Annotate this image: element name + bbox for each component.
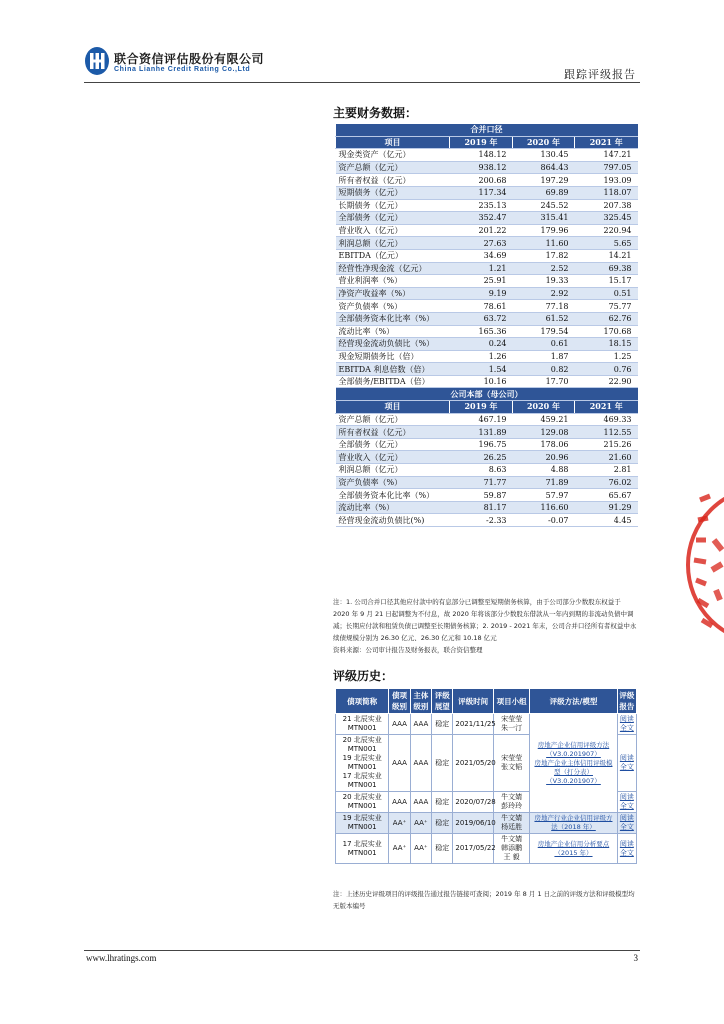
row-value-v2020: 19.33 [513,275,575,288]
project-team: 牛文婧 杨廷胜 [493,813,529,834]
rating-history-table [335,688,637,864]
row-value-v2019: 148.12 [450,149,513,162]
row-value-v2019: 63.72 [450,312,513,325]
row-value-v2021: 91.29 [575,501,638,514]
debt-level: AAA [389,735,410,792]
row-value-v2019: 938.12 [450,161,513,174]
row-value-v2020: 0.82 [513,363,575,376]
row-value-v2021: 215.26 [575,438,638,451]
table-row [336,476,638,489]
row-value-v2019: 1.26 [450,350,513,363]
row-value-v2021: 2.81 [575,464,638,477]
row-label: 流动比率（%） [336,501,450,514]
report-type: 跟踪评级报告 [564,68,636,81]
row-value-v2021: 76.02 [575,476,638,489]
row-value-v2021: 4.45 [575,514,638,527]
row-value-v2021: 5.65 [575,237,638,250]
row-value-v2020: 57.97 [513,489,575,502]
row-value-v2021: 325.45 [575,212,638,225]
col-header-time: 评级时间 [453,689,494,714]
debt-level: AA⁺ [389,834,410,864]
outlook: 稳定 [432,813,453,834]
row-value-v2021: 207.38 [575,199,638,212]
table-row [336,438,638,451]
footer-divider [84,950,640,951]
row-value-v2021: 469.33 [575,413,638,426]
consolidated-group-label: 合并口径 [336,124,638,136]
consolidated-col-header: 2019 年 [450,136,513,149]
row-value-v2020: 20.96 [513,451,575,464]
parent-header-row [336,401,638,414]
row-value-v2019: 34.69 [450,249,513,262]
row-value-v2020: 459.21 [513,413,575,426]
rating-header-row [336,689,637,714]
financial-section-title: 主要财务数据： [333,106,418,120]
rating-time: 2021/05/20 [453,735,494,792]
table-row [336,413,638,426]
row-label: 流动比率（%） [336,325,450,338]
row-value-v2021: 118.07 [575,186,638,199]
row-value-v2020: 179.96 [513,224,575,237]
company-logo-icon [84,46,110,76]
row-value-v2020: 116.60 [513,501,575,514]
row-value-v2021: 62.76 [575,312,638,325]
row-label: 所有者权益（亿元） [336,426,450,439]
rating-section-title: 评级历史： [333,669,394,683]
report-link[interactable]: 阅读 全文 [617,792,636,813]
row-label: 现金短期债务比（倍） [336,350,450,363]
rating-row [336,813,637,834]
row-value-v2020: 245.52 [513,199,575,212]
row-value-v2019: 10.16 [450,375,513,388]
issuer-level: AAA [410,714,431,735]
row-value-v2019: 78.61 [450,300,513,313]
row-value-v2020: 315.41 [513,212,575,225]
row-label: 净资产收益率（%） [336,287,450,300]
row-label: 营业收入（亿元） [336,451,450,464]
rating-row [336,714,637,735]
table-row [336,300,638,313]
row-value-v2021: 0.51 [575,287,638,300]
consolidated-header-row [336,136,638,149]
row-label: 短期债务（亿元） [336,186,450,199]
row-value-v2020: 179.54 [513,325,575,338]
row-label: 全部债务/EBITDA（倍） [336,375,450,388]
row-value-v2019: 0.24 [450,338,513,351]
report-link[interactable]: 阅读 全文 [617,714,636,735]
outlook: 稳定 [432,834,453,864]
row-label: 全部债务（亿元） [336,438,450,451]
row-label: 资产总额（亿元） [336,161,450,174]
bond-name: 17 北辰实业 MTN001 [336,834,389,864]
debt-level: AAA [389,792,410,813]
row-value-v2021: 69.38 [575,262,638,275]
table-row [336,212,638,225]
consolidated-col-header: 项目 [336,136,450,149]
row-value-v2021: 15.17 [575,275,638,288]
table-row [336,426,638,439]
row-value-v2020: 2.52 [513,262,575,275]
table-row [336,237,638,250]
row-value-v2019: 27.63 [450,237,513,250]
table-row [336,174,638,187]
col-header-debt-level: 债项级别 [389,689,410,714]
row-value-v2019: 71.77 [450,476,513,489]
financial-table [335,124,638,527]
method-link[interactable]: 房地产企业信用评级方法（V3.0.201907） 房地产企业主体信用评级模型（打分表）（V3.0.201907） [530,714,618,813]
consolidated-col-header: 2021 年 [575,136,638,149]
row-value-v2020: -0.07 [513,514,575,527]
parent-group-row [336,388,638,401]
project-team: 宋莹莹 朱一汀 [493,714,529,735]
parent-col-header: 2019 年 [450,401,513,414]
project-team: 牛文婧 彭玲玲 [493,792,529,813]
row-value-v2021: 1.25 [575,350,638,363]
bond-name: 20 北辰实业 MTN001 [336,792,389,813]
table-row [336,149,638,162]
row-value-v2021: 170.68 [575,325,638,338]
table-row [336,514,638,527]
row-value-v2019: 26.25 [450,451,513,464]
table-row [336,325,638,338]
row-value-v2020: 77.18 [513,300,575,313]
row-value-v2021: 18.15 [575,338,638,351]
row-value-v2019: 352.47 [450,212,513,225]
table-row [336,262,638,275]
table-row [336,451,638,464]
row-value-v2020: 197.29 [513,174,575,187]
row-label: 长期债务（亿元） [336,199,450,212]
bond-name: 20 北辰实业 MTN001 19 北辰实业 MTN001 17 北辰实业 MTN001 [336,735,389,792]
row-value-v2021: 65.67 [575,489,638,502]
row-value-v2021: 220.94 [575,224,638,237]
row-value-v2019: 235.13 [450,199,513,212]
company-name-cn: 联合资信评估股份有限公司 [114,52,265,66]
row-value-v2019: 1.21 [450,262,513,275]
bond-name: 21 北辰实业 MTN001 [336,714,389,735]
outlook: 稳定 [432,792,453,813]
row-label: 营业利润率（%） [336,275,450,288]
row-label: 营业收入（亿元） [336,224,450,237]
issuer-level: AAA [410,735,431,792]
row-value-v2020: 4.88 [513,464,575,477]
method-link[interactable]: 房地产企业信用分析要点（2015 年） [530,834,618,864]
table-row [336,501,638,514]
row-value-v2020: 17.70 [513,375,575,388]
table-row [336,249,638,262]
method-link[interactable]: 房地产行业企业信用评级方法（2018 年） [530,813,618,834]
issuer-level: AA⁺ [410,813,431,834]
parent-col-header: 2020 年 [513,401,575,414]
row-value-v2019: 117.34 [450,186,513,199]
row-value-v2021: 22.90 [575,375,638,388]
rating-time: 2020/07/28 [453,792,494,813]
outlook: 稳定 [432,714,453,735]
table-row [336,199,638,212]
row-value-v2021: 147.21 [575,149,638,162]
table-row [336,464,638,477]
row-value-v2020: 0.61 [513,338,575,351]
row-value-v2019: 59.87 [450,489,513,502]
report-link[interactable]: 阅读 全文 [617,813,636,834]
row-value-v2021: 14.21 [575,249,638,262]
col-header-name: 债项简称 [336,689,389,714]
row-value-v2019: 1.54 [450,363,513,376]
header-divider [84,82,640,83]
issuer-level: AAA [410,792,431,813]
table-row [336,287,638,300]
parent-group-label: 公司本部（母公司） [336,388,638,401]
outlook: 稳定 [432,735,453,792]
row-value-v2020: 69.89 [513,186,575,199]
footer-website-link[interactable]: www.lhratings.com [86,953,157,963]
col-header-issuer-level: 主体级别 [410,689,431,714]
table-row [336,275,638,288]
row-label: 资产总额（亿元） [336,413,450,426]
row-value-v2021: 797.05 [575,161,638,174]
row-value-v2019: 9.19 [450,287,513,300]
row-label: 全部债务资本化比率（%） [336,489,450,502]
row-label: EBITDA（亿元） [336,249,450,262]
company-seal-stamp [684,480,724,650]
rating-time: 2017/05/22 [453,834,494,864]
row-label: 全部债务（亿元） [336,212,450,225]
table-row [336,224,638,237]
row-value-v2019: 81.17 [450,501,513,514]
table-row [336,350,638,363]
row-value-v2021: 75.77 [575,300,638,313]
financial-note [333,596,639,656]
row-value-v2021: 0.76 [575,363,638,376]
row-value-v2020: 130.45 [513,149,575,162]
rating-time: 2021/11/25 [453,714,494,735]
row-label: 资产负债率（%） [336,476,450,489]
row-label: 利润总额（亿元） [336,237,450,250]
row-label: 经营性净现金流（亿元） [336,262,450,275]
project-team: 宋莹莹 张文韬 [493,735,529,792]
consolidated-group-row [336,124,638,136]
financial-note-text: 注：1. 公司合并口径其他应付款中的有息部分已调整至短期债务核算，由于公司部分少数股东权益于 2020 年 9 月 21 日起调整为不付息，故 2020 年将该部分少数股东借款从一年内到期的非流动负债中调减；长期应付款和租赁负债已调整至长期债务核算；2. 2019 - 2021 年末，公司合并口径所有者权益中永续债规模分别为 26.30 亿元、26.30 亿元和 10.18 亿元 资料来源：公司审计报告及财务报表，联合资信整理 [333,598,637,654]
col-header-method: 评级方法/模型 [530,689,618,714]
row-label: 利润总额（亿元） [336,464,450,477]
row-value-v2020: 17.82 [513,249,575,262]
row-value-v2020: 129.08 [513,426,575,439]
debt-level: AA⁺ [389,813,410,834]
row-label: EBITDA 利息倍数（倍） [336,363,450,376]
table-row [336,312,638,325]
table-row [336,186,638,199]
page-number: 3 [633,953,638,963]
row-label: 现金类资产（亿元） [336,149,450,162]
row-value-v2021: 112.55 [575,426,638,439]
row-value-v2020: 71.89 [513,476,575,489]
row-value-v2019: 8.63 [450,464,513,477]
debt-level: AAA [389,714,410,735]
report-link[interactable]: 阅读 全文 [617,735,636,792]
row-value-v2019: 201.22 [450,224,513,237]
company-name-en: China Lianhe Credit Rating Co.,Ltd [114,66,251,73]
row-value-v2020: 2.92 [513,287,575,300]
table-row [336,489,638,502]
rating-note: 注：上述历史评级项目的评级报告通过报告链接可查阅；2019 年 8 月 1 日之前的评级方法和评级模型均无版本编号 [333,890,635,910]
table-row [336,375,638,388]
issuer-level: AA⁺ [410,834,431,864]
row-label: 经营现金流动负债比（%） [336,338,450,351]
row-value-v2019: 200.68 [450,174,513,187]
parent-col-header: 2021 年 [575,401,638,414]
row-label: 所有者权益（亿元） [336,174,450,187]
row-value-v2019: 25.91 [450,275,513,288]
project-team: 牛文婧 韩添鹏 王 毅 [493,834,529,864]
row-value-v2019: 165.36 [450,325,513,338]
row-value-v2020: 178.06 [513,438,575,451]
row-value-v2019: -2.33 [450,514,513,527]
row-label: 全部债务资本化比率（%） [336,312,450,325]
col-header-report: 评级报告 [617,689,636,714]
row-value-v2019: 131.89 [450,426,513,439]
col-header-outlook: 评级展望 [432,689,453,714]
row-label: 经营现金流动负债比(%) [336,514,450,527]
row-value-v2021: 21.60 [575,451,638,464]
rating-row [336,834,637,864]
row-label: 资产负债率（%） [336,300,450,313]
row-value-v2019: 196.75 [450,438,513,451]
row-value-v2019: 467.19 [450,413,513,426]
bond-name: 19 北辰实业 MTN001 [336,813,389,834]
report-link[interactable]: 阅读 全文 [617,834,636,864]
table-row [336,363,638,376]
consolidated-col-header: 2020 年 [513,136,575,149]
page-header [84,46,640,82]
row-value-v2020: 1.87 [513,350,575,363]
col-header-team: 项目小组 [493,689,529,714]
rating-time: 2019/06/10 [453,813,494,834]
table-row [336,161,638,174]
row-value-v2020: 864.43 [513,161,575,174]
row-value-v2021: 193.09 [575,174,638,187]
row-value-v2020: 11.60 [513,237,575,250]
parent-col-header: 项目 [336,401,450,414]
table-row [336,338,638,351]
row-value-v2020: 61.52 [513,312,575,325]
